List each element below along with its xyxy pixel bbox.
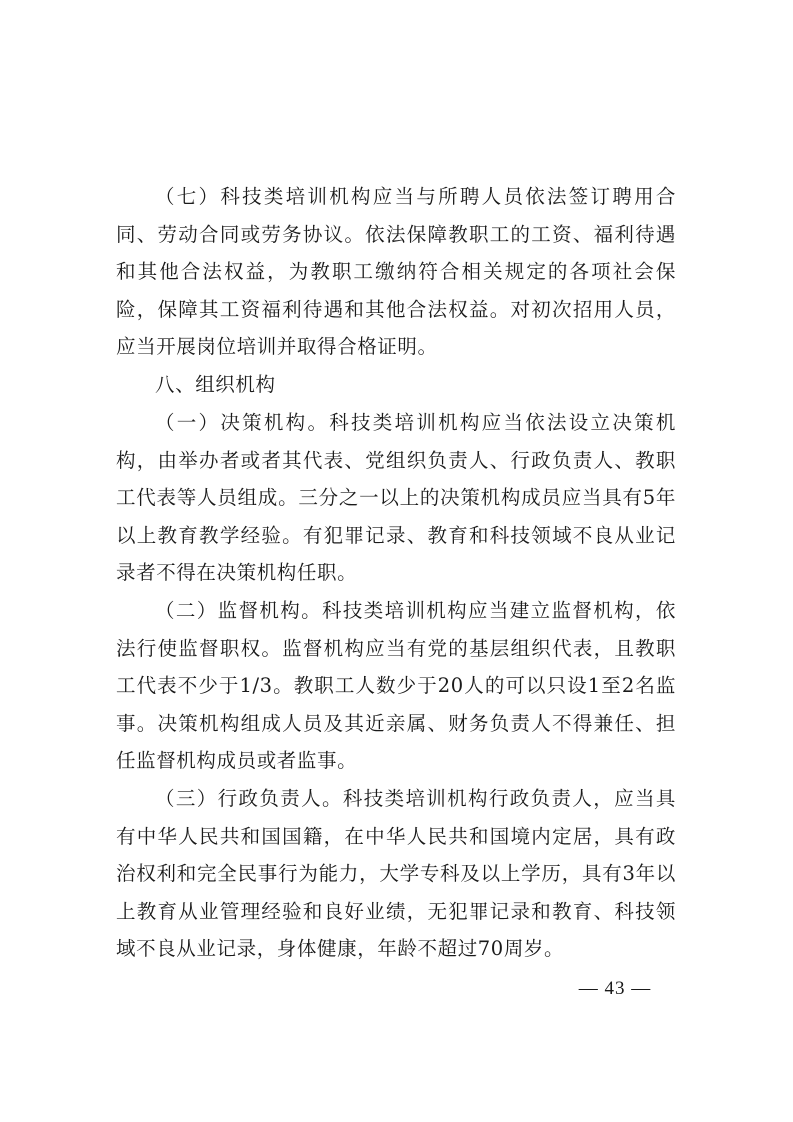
paragraph-administrative-head: （三）行政负责人。科技类培训机构行政负责人，应当具有中华人民共和国国籍，在中华人民共和国境内定居，具有政治权利和完全民事行为能力，大学专科及以上学历，具有3年以上教育从业管理经验和良好业绩，无犯罪记录和教育、科技领域不良从业记录，身体健康，年龄不超过70周岁。	[116, 787, 676, 961]
paragraph-decision-body: （一）决策机构。科技类培训机构应当依法设立决策机构，由举办者或者其代表、党组织负责人、行政负责人、教职工代表等人员组成。三分之一以上的决策机构成员应当具有5年以上教育教学经验。有犯罪记录、教育和科技领域不良从业记录者不得在决策机构任职。	[116, 411, 676, 585]
paragraph-supervisory-body: （二）监督机构。科技类培训机构应当建立监督机构，依法行使监督职权。监督机构应当有党的基层组织代表，且教职工代表不少于1/3。教职工人数少于20人的可以只设1至2名监事。决策机构组成人员及其近亲属、财务负责人不得兼任、担任监督机构成员或者监事。	[116, 599, 676, 773]
paragraph-seven-employment-contracts: （七）科技类培训机构应当与所聘人员依法签订聘用合同、劳动合同或劳务协议。依法保障教职工的工资、福利待遇和其他合法权益，为教职工缴纳符合相关规定的各项社会保险，保障其工资福利待遇和其他合法权益。对初次招用人员，应当开展岗位培训并取得合格证明。	[116, 185, 676, 359]
page-number: — 43 —	[578, 978, 652, 999]
section-heading-organization: 八、组织机构	[155, 373, 276, 396]
